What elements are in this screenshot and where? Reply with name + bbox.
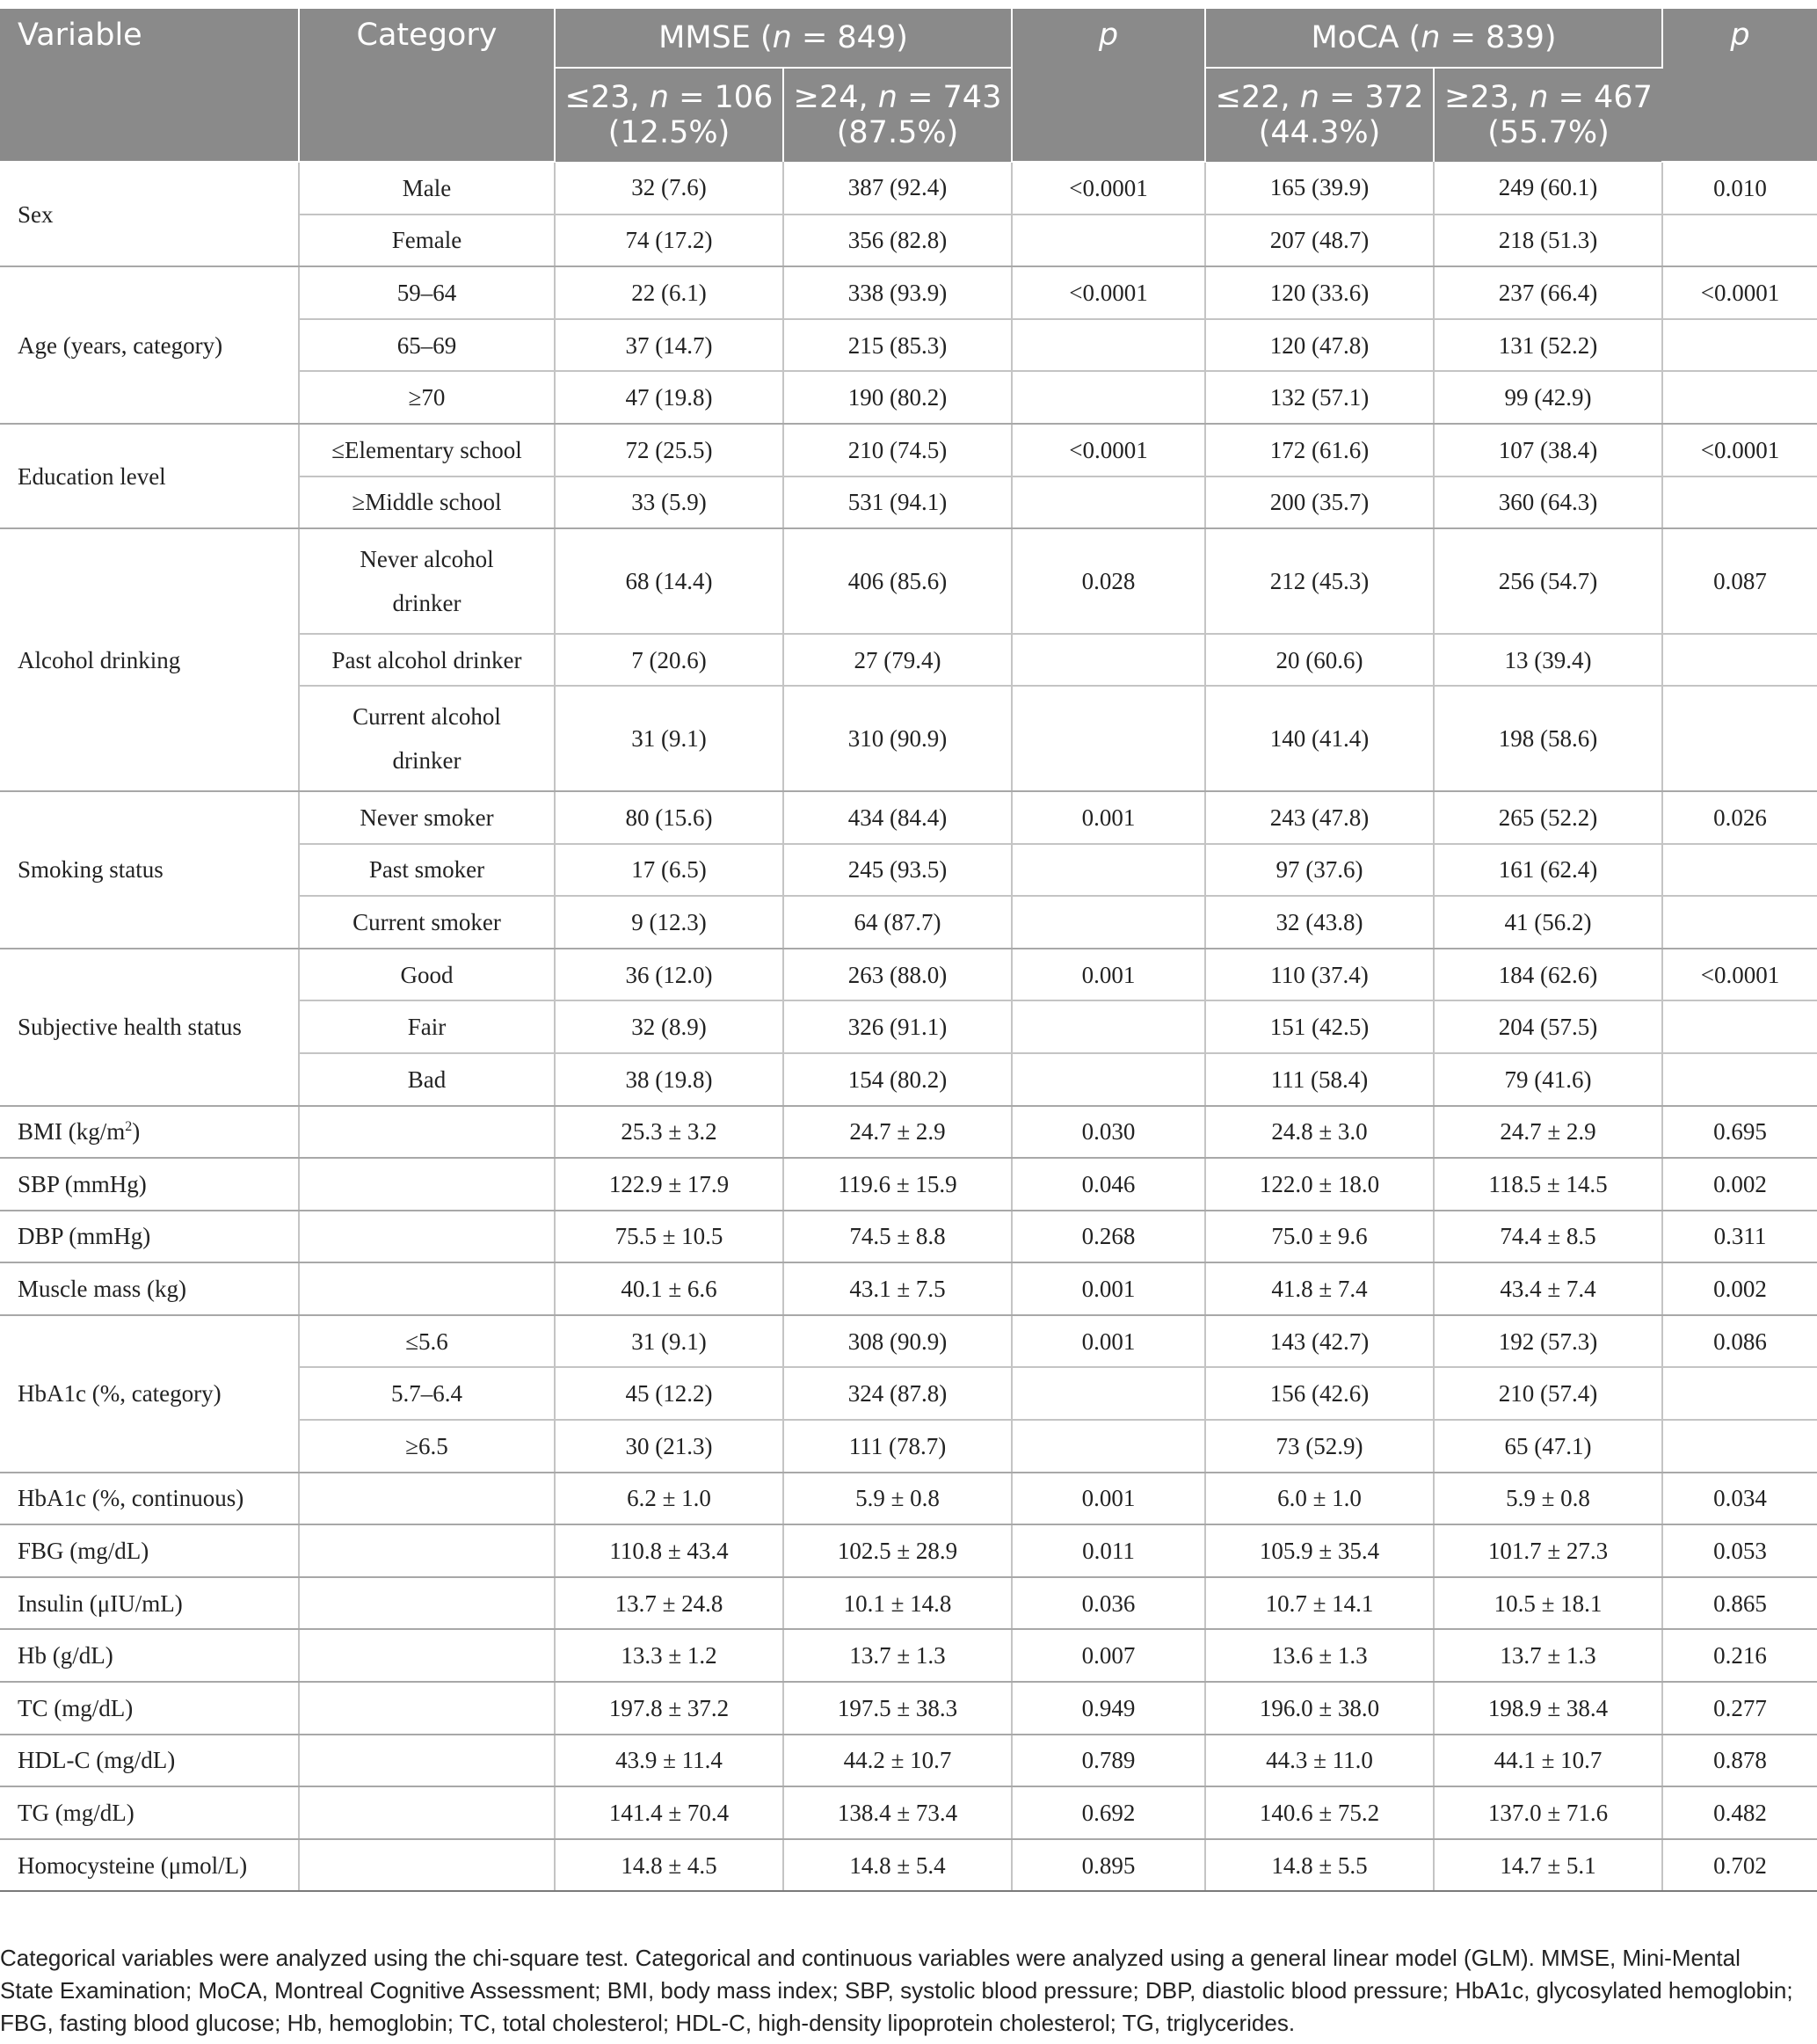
category-cell: Current alcohol drinker	[299, 686, 555, 791]
moca-high-cell: 101.7 ± 27.3	[1434, 1524, 1662, 1577]
mmse-high-cell: 64 (87.7)	[783, 896, 1012, 949]
moca-low-cell: 172 (61.6)	[1205, 424, 1434, 476]
header-moca-p: p	[1662, 9, 1817, 162]
header-mmse-low: ≤23, n = 106 (12.5%)	[555, 68, 783, 162]
table-footnote: Categorical variables were analyzed using the chi-square test. Categorical and continuous variables were analyzed using a general linear model (GLM). MMSE, Mini-Mental State Examination; MoCA, Montreal Cognitive Assessment; BMI, body mass index; SBP, systolic blood pressure; DBP, diastolic blood pressure; HbA1c, glycosylated hemoglobin; FBG, fasting blood glucose; Hb, hemoglobin; TC, total cholesterol; HDL-C, high-density lipoprotein cholesterol; TG, triglycerides.	[0, 1945, 1793, 2036]
mmse-low-cell: 141.4 ± 70.4	[555, 1786, 783, 1839]
moca-p-cell: <0.0001	[1662, 424, 1817, 476]
moca-low-cell: 156 (42.6)	[1205, 1367, 1434, 1420]
mmse-high-cell: 27 (79.4)	[783, 634, 1012, 687]
category-cell	[299, 1211, 555, 1263]
moca-high-cell: 237 (66.4)	[1434, 266, 1662, 319]
mmse-p-cell	[1012, 319, 1205, 372]
mmse-high-cell: 356 (82.8)	[783, 215, 1012, 267]
moca-high-cell: 13.7 ± 1.3	[1434, 1629, 1662, 1682]
table-row	[0, 162, 1817, 215]
moca-p-cell	[1662, 1053, 1817, 1106]
category-cell: 65–69	[299, 319, 555, 372]
table-row	[0, 1211, 1817, 1263]
mmse-high-cell: 24.7 ± 2.9	[783, 1106, 1012, 1159]
moca-high-cell: 74.4 ± 8.5	[1434, 1211, 1662, 1263]
table-row	[0, 1629, 1817, 1682]
mmse-p-cell: <0.0001	[1012, 266, 1205, 319]
moca-high-cell: 184 (62.6)	[1434, 949, 1662, 1001]
mmse-low-cell: 122.9 ± 17.9	[555, 1158, 783, 1211]
table-row	[0, 1106, 1817, 1159]
variable-label: TG (mg/dL)	[0, 1786, 299, 1839]
category-cell	[299, 1106, 555, 1159]
moca-low-cell: 110 (37.4)	[1205, 949, 1434, 1001]
variable-label: DBP (mmHg)	[0, 1211, 299, 1263]
mmse-p-cell: 0.949	[1012, 1682, 1205, 1735]
moca-low-cell: 243 (47.8)	[1205, 791, 1434, 844]
moca-p-cell	[1662, 1000, 1817, 1053]
mmse-p-cell	[1012, 844, 1205, 897]
moca-high-cell: 161 (62.4)	[1434, 844, 1662, 897]
moca-high-cell: 249 (60.1)	[1434, 162, 1662, 215]
moca-low-cell: 24.8 ± 3.0	[1205, 1106, 1434, 1159]
variable-label: HbA1c (%, category)	[0, 1315, 299, 1473]
variable-label: Hb (g/dL)	[0, 1629, 299, 1682]
table-row	[0, 1262, 1817, 1315]
mmse-low-cell: 33 (5.9)	[555, 476, 783, 529]
table-row	[0, 1577, 1817, 1630]
moca-low-cell: 132 (57.1)	[1205, 371, 1434, 424]
variable-label: Age (years, category)	[0, 266, 299, 424]
mmse-high-cell: 138.4 ± 73.4	[783, 1786, 1012, 1839]
table-row	[0, 1524, 1817, 1577]
moca-p-cell: 0.034	[1662, 1473, 1817, 1525]
moca-p-cell: 0.002	[1662, 1262, 1817, 1315]
mmse-low-cell: 25.3 ± 3.2	[555, 1106, 783, 1159]
moca-high-cell: 118.5 ± 14.5	[1434, 1158, 1662, 1211]
category-cell: Never smoker	[299, 791, 555, 844]
category-cell: Female	[299, 215, 555, 267]
variable-label: HbA1c (%, continuous)	[0, 1473, 299, 1525]
moca-low-cell: 143 (42.7)	[1205, 1315, 1434, 1368]
moca-p-cell	[1662, 1367, 1817, 1420]
header-variable: Variable	[0, 9, 299, 162]
mmse-high-cell: 119.6 ± 15.9	[783, 1158, 1012, 1211]
mmse-high-cell: 326 (91.1)	[783, 1000, 1012, 1053]
moca-p-cell	[1662, 371, 1817, 424]
moca-high-cell: 360 (64.3)	[1434, 476, 1662, 529]
moca-p-cell	[1662, 844, 1817, 897]
mmse-high-cell: 190 (80.2)	[783, 371, 1012, 424]
moca-low-cell: 120 (47.8)	[1205, 319, 1434, 372]
variable-label: HDL-C (mg/dL)	[0, 1735, 299, 1787]
moca-p-cell: 0.695	[1662, 1106, 1817, 1159]
moca-low-cell: 200 (35.7)	[1205, 476, 1434, 529]
moca-p-cell: 0.010	[1662, 162, 1817, 215]
moca-low-cell: 97 (37.6)	[1205, 844, 1434, 897]
mmse-p-cell	[1012, 476, 1205, 529]
mmse-low-cell: 47 (19.8)	[555, 371, 783, 424]
moca-low-cell: 20 (60.6)	[1205, 634, 1434, 687]
mmse-p-cell	[1012, 215, 1205, 267]
mmse-p-cell: 0.030	[1012, 1106, 1205, 1159]
category-cell: ≥Middle school	[299, 476, 555, 529]
characteristics-table	[0, 9, 1817, 1892]
moca-high-cell: 10.5 ± 18.1	[1434, 1577, 1662, 1630]
variable-label: Alcohol drinking	[0, 528, 299, 791]
mmse-low-cell: 80 (15.6)	[555, 791, 783, 844]
table-row	[0, 1315, 1817, 1368]
category-cell: ≥6.5	[299, 1420, 555, 1473]
mmse-low-cell: 22 (6.1)	[555, 266, 783, 319]
moca-high-cell: 79 (41.6)	[1434, 1053, 1662, 1106]
header-mmse: MMSE (n = 849)	[555, 9, 1012, 68]
moca-p-cell: <0.0001	[1662, 266, 1817, 319]
category-cell: ≤Elementary school	[299, 424, 555, 476]
moca-high-cell: 44.1 ± 10.7	[1434, 1735, 1662, 1787]
moca-low-cell: 41.8 ± 7.4	[1205, 1262, 1434, 1315]
moca-high-cell: 5.9 ± 0.8	[1434, 1473, 1662, 1525]
mmse-low-cell: 30 (21.3)	[555, 1420, 783, 1473]
mmse-high-cell: 14.8 ± 5.4	[783, 1839, 1012, 1892]
table-row	[0, 1735, 1817, 1787]
moca-high-cell: 256 (54.7)	[1434, 528, 1662, 634]
mmse-high-cell: 210 (74.5)	[783, 424, 1012, 476]
variable-label: Education level	[0, 424, 299, 528]
mmse-low-cell: 74 (17.2)	[555, 215, 783, 267]
mmse-p-cell: 0.007	[1012, 1629, 1205, 1682]
moca-high-cell: 14.7 ± 5.1	[1434, 1839, 1662, 1892]
moca-low-cell: 73 (52.9)	[1205, 1420, 1434, 1473]
moca-high-cell: 198.9 ± 38.4	[1434, 1682, 1662, 1735]
moca-high-cell: 131 (52.2)	[1434, 319, 1662, 372]
mmse-low-cell: 32 (7.6)	[555, 162, 783, 215]
mmse-high-cell: 245 (93.5)	[783, 844, 1012, 897]
moca-high-cell: 107 (38.4)	[1434, 424, 1662, 476]
category-cell	[299, 1786, 555, 1839]
moca-low-cell: 105.9 ± 35.4	[1205, 1524, 1434, 1577]
moca-p-cell: 0.482	[1662, 1786, 1817, 1839]
category-cell: Past alcohol drinker	[299, 634, 555, 687]
mmse-high-cell: 263 (88.0)	[783, 949, 1012, 1001]
category-cell	[299, 1473, 555, 1525]
header-mmse-p: p	[1012, 9, 1205, 162]
moca-p-cell: 0.311	[1662, 1211, 1817, 1263]
moca-low-cell: 140 (41.4)	[1205, 686, 1434, 791]
moca-p-cell	[1662, 476, 1817, 529]
variable-label: FBG (mg/dL)	[0, 1524, 299, 1577]
mmse-low-cell: 72 (25.5)	[555, 424, 783, 476]
moca-low-cell: 13.6 ± 1.3	[1205, 1629, 1434, 1682]
mmse-high-cell: 406 (85.6)	[783, 528, 1012, 634]
category-cell	[299, 1735, 555, 1787]
mmse-p-cell	[1012, 1420, 1205, 1473]
moca-high-cell: 65 (47.1)	[1434, 1420, 1662, 1473]
variable-label: Muscle mass (kg)	[0, 1262, 299, 1315]
moca-low-cell: 122.0 ± 18.0	[1205, 1158, 1434, 1211]
category-cell	[299, 1262, 555, 1315]
table-row	[0, 1786, 1817, 1839]
moca-p-cell	[1662, 1420, 1817, 1473]
moca-p-cell: 0.086	[1662, 1315, 1817, 1368]
mmse-high-cell: 43.1 ± 7.5	[783, 1262, 1012, 1315]
mmse-low-cell: 68 (14.4)	[555, 528, 783, 634]
moca-high-cell: 265 (52.2)	[1434, 791, 1662, 844]
moca-p-cell	[1662, 319, 1817, 372]
mmse-p-cell: 0.036	[1012, 1577, 1205, 1630]
moca-low-cell: 140.6 ± 75.2	[1205, 1786, 1434, 1839]
moca-high-cell: 24.7 ± 2.9	[1434, 1106, 1662, 1159]
header-category: Category	[299, 9, 555, 162]
moca-high-cell: 218 (51.3)	[1434, 215, 1662, 267]
moca-high-cell: 210 (57.4)	[1434, 1367, 1662, 1420]
moca-low-cell: 44.3 ± 11.0	[1205, 1735, 1434, 1787]
category-cell: Bad	[299, 1053, 555, 1106]
moca-low-cell: 10.7 ± 14.1	[1205, 1577, 1434, 1630]
mmse-p-cell: 0.046	[1012, 1158, 1205, 1211]
variable-label: Sex	[0, 162, 299, 266]
category-cell	[299, 1682, 555, 1735]
moca-high-cell: 43.4 ± 7.4	[1434, 1262, 1662, 1315]
mmse-high-cell: 111 (78.7)	[783, 1420, 1012, 1473]
category-cell	[299, 1577, 555, 1630]
mmse-low-cell: 45 (12.2)	[555, 1367, 783, 1420]
category-cell: Fair	[299, 1000, 555, 1053]
moca-low-cell: 75.0 ± 9.6	[1205, 1211, 1434, 1263]
moca-p-cell	[1662, 215, 1817, 267]
mmse-low-cell: 38 (19.8)	[555, 1053, 783, 1106]
moca-p-cell: 0.216	[1662, 1629, 1817, 1682]
header-moca-high: ≥23, n = 467 (55.7%)	[1434, 68, 1662, 162]
mmse-p-cell: 0.268	[1012, 1211, 1205, 1263]
mmse-low-cell: 13.7 ± 24.8	[555, 1577, 783, 1630]
category-cell: 5.7–6.4	[299, 1367, 555, 1420]
mmse-p-cell: 0.028	[1012, 528, 1205, 634]
category-cell: ≤5.6	[299, 1315, 555, 1368]
mmse-high-cell: 5.9 ± 0.8	[783, 1473, 1012, 1525]
mmse-p-cell: 0.789	[1012, 1735, 1205, 1787]
mmse-low-cell: 37 (14.7)	[555, 319, 783, 372]
moca-high-cell: 41 (56.2)	[1434, 896, 1662, 949]
mmse-p-cell: <0.0001	[1012, 424, 1205, 476]
moca-p-cell	[1662, 634, 1817, 687]
mmse-p-cell: <0.0001	[1012, 162, 1205, 215]
header-moca-low: ≤22, n = 372 (44.3%)	[1205, 68, 1434, 162]
mmse-low-cell: 43.9 ± 11.4	[555, 1735, 783, 1787]
mmse-low-cell: 7 (20.6)	[555, 634, 783, 687]
moca-low-cell: 6.0 ± 1.0	[1205, 1473, 1434, 1525]
mmse-p-cell: 0.001	[1012, 1473, 1205, 1525]
moca-p-cell: 0.087	[1662, 528, 1817, 634]
mmse-high-cell: 13.7 ± 1.3	[783, 1629, 1012, 1682]
table-row	[0, 266, 1817, 319]
variable-label: BMI $(kg/m^2)$	[0, 1106, 299, 1159]
category-cell	[299, 1839, 555, 1892]
moca-p-cell: 0.878	[1662, 1735, 1817, 1787]
mmse-high-cell: 44.2 ± 10.7	[783, 1735, 1012, 1787]
header-moca: MoCA (n = 839)	[1205, 9, 1662, 68]
moca-low-cell: 111 (58.4)	[1205, 1053, 1434, 1106]
mmse-low-cell: 6.2 ± 1.0	[555, 1473, 783, 1525]
table-row	[0, 949, 1817, 1001]
mmse-p-cell	[1012, 371, 1205, 424]
mmse-high-cell: 324 (87.8)	[783, 1367, 1012, 1420]
mmse-high-cell: 531 (94.1)	[783, 476, 1012, 529]
category-cell: 59–64	[299, 266, 555, 319]
moca-high-cell: 198 (58.6)	[1434, 686, 1662, 791]
mmse-p-cell: 0.001	[1012, 791, 1205, 844]
mmse-high-cell: 387 (92.4)	[783, 162, 1012, 215]
moca-low-cell: 207 (48.7)	[1205, 215, 1434, 267]
mmse-low-cell: 75.5 ± 10.5	[555, 1211, 783, 1263]
moca-p-cell: 0.026	[1662, 791, 1817, 844]
mmse-low-cell: 197.8 ± 37.2	[555, 1682, 783, 1735]
category-cell: Male	[299, 162, 555, 215]
variable-label: Insulin (μIU/mL)	[0, 1577, 299, 1630]
category-cell	[299, 1158, 555, 1211]
table-row	[0, 528, 1817, 634]
moca-low-cell: 212 (45.3)	[1205, 528, 1434, 634]
mmse-p-cell: 0.895	[1012, 1839, 1205, 1892]
table-row	[0, 424, 1817, 476]
moca-p-cell: 0.702	[1662, 1839, 1817, 1892]
header-mmse-high: ≥24, n = 743 (87.5%)	[783, 68, 1012, 162]
mmse-low-cell: 32 (8.9)	[555, 1000, 783, 1053]
table-header	[0, 9, 1817, 162]
table-row	[0, 1158, 1817, 1211]
moca-high-cell: 204 (57.5)	[1434, 1000, 1662, 1053]
mmse-high-cell: 10.1 ± 14.8	[783, 1577, 1012, 1630]
moca-low-cell: 32 (43.8)	[1205, 896, 1434, 949]
mmse-low-cell: 14.8 ± 4.5	[555, 1839, 783, 1892]
table-row	[0, 1839, 1817, 1892]
mmse-p-cell	[1012, 686, 1205, 791]
category-cell: Never alcohol drinker	[299, 528, 555, 634]
mmse-p-cell: 0.692	[1012, 1786, 1205, 1839]
moca-low-cell: 14.8 ± 5.5	[1205, 1839, 1434, 1892]
mmse-low-cell: 40.1 ± 6.6	[555, 1262, 783, 1315]
mmse-low-cell: 31 (9.1)	[555, 686, 783, 791]
category-cell	[299, 1629, 555, 1682]
mmse-high-cell: 434 (84.4)	[783, 791, 1012, 844]
moca-high-cell: 137.0 ± 71.6	[1434, 1786, 1662, 1839]
mmse-p-cell: 0.001	[1012, 949, 1205, 1001]
variable-label: Homocysteine (μmol/L)	[0, 1839, 299, 1892]
moca-p-cell: 0.865	[1662, 1577, 1817, 1630]
mmse-p-cell	[1012, 1000, 1205, 1053]
mmse-high-cell: 308 (90.9)	[783, 1315, 1012, 1368]
variable-label: SBP (mmHg)	[0, 1158, 299, 1211]
category-cell	[299, 1524, 555, 1577]
table-row	[0, 1682, 1817, 1735]
moca-high-cell: 99 (42.9)	[1434, 371, 1662, 424]
variable-label: TC (mg/dL)	[0, 1682, 299, 1735]
mmse-low-cell: 17 (6.5)	[555, 844, 783, 897]
mmse-low-cell: 31 (9.1)	[555, 1315, 783, 1368]
moca-p-cell: 0.002	[1662, 1158, 1817, 1211]
variable-label: Subjective health status	[0, 949, 299, 1106]
moca-p-cell: <0.0001	[1662, 949, 1817, 1001]
mmse-high-cell: 310 (90.9)	[783, 686, 1012, 791]
mmse-high-cell: 102.5 ± 28.9	[783, 1524, 1012, 1577]
moca-p-cell: 0.053	[1662, 1524, 1817, 1577]
moca-low-cell: 120 (33.6)	[1205, 266, 1434, 319]
mmse-high-cell: 197.5 ± 38.3	[783, 1682, 1012, 1735]
mmse-low-cell: 110.8 ± 43.4	[555, 1524, 783, 1577]
mmse-low-cell: 9 (12.3)	[555, 896, 783, 949]
category-cell: ≥70	[299, 371, 555, 424]
category-cell: Past smoker	[299, 844, 555, 897]
mmse-low-cell: 13.3 ± 1.2	[555, 1629, 783, 1682]
category-cell: Good	[299, 949, 555, 1001]
moca-low-cell: 151 (42.5)	[1205, 1000, 1434, 1053]
mmse-high-cell: 338 (93.9)	[783, 266, 1012, 319]
moca-low-cell: 165 (39.9)	[1205, 162, 1434, 215]
mmse-p-cell: 0.001	[1012, 1315, 1205, 1368]
table-row	[0, 1473, 1817, 1525]
moca-low-cell: 196.0 ± 38.0	[1205, 1682, 1434, 1735]
mmse-p-cell	[1012, 1053, 1205, 1106]
mmse-high-cell: 154 (80.2)	[783, 1053, 1012, 1106]
moca-p-cell	[1662, 686, 1817, 791]
mmse-high-cell: 74.5 ± 8.8	[783, 1211, 1012, 1263]
moca-p-cell: 0.277	[1662, 1682, 1817, 1735]
table-body	[0, 162, 1817, 1891]
mmse-p-cell: 0.001	[1012, 1262, 1205, 1315]
variable-label: Smoking status	[0, 791, 299, 949]
moca-p-cell	[1662, 896, 1817, 949]
mmse-p-cell	[1012, 634, 1205, 687]
mmse-p-cell	[1012, 1367, 1205, 1420]
mmse-p-cell: 0.011	[1012, 1524, 1205, 1577]
table-row	[0, 791, 1817, 844]
mmse-p-cell	[1012, 896, 1205, 949]
category-cell: Current smoker	[299, 896, 555, 949]
mmse-low-cell: 36 (12.0)	[555, 949, 783, 1001]
mmse-high-cell: 215 (85.3)	[783, 319, 1012, 372]
moca-high-cell: 192 (57.3)	[1434, 1315, 1662, 1368]
moca-high-cell: 13 (39.4)	[1434, 634, 1662, 687]
